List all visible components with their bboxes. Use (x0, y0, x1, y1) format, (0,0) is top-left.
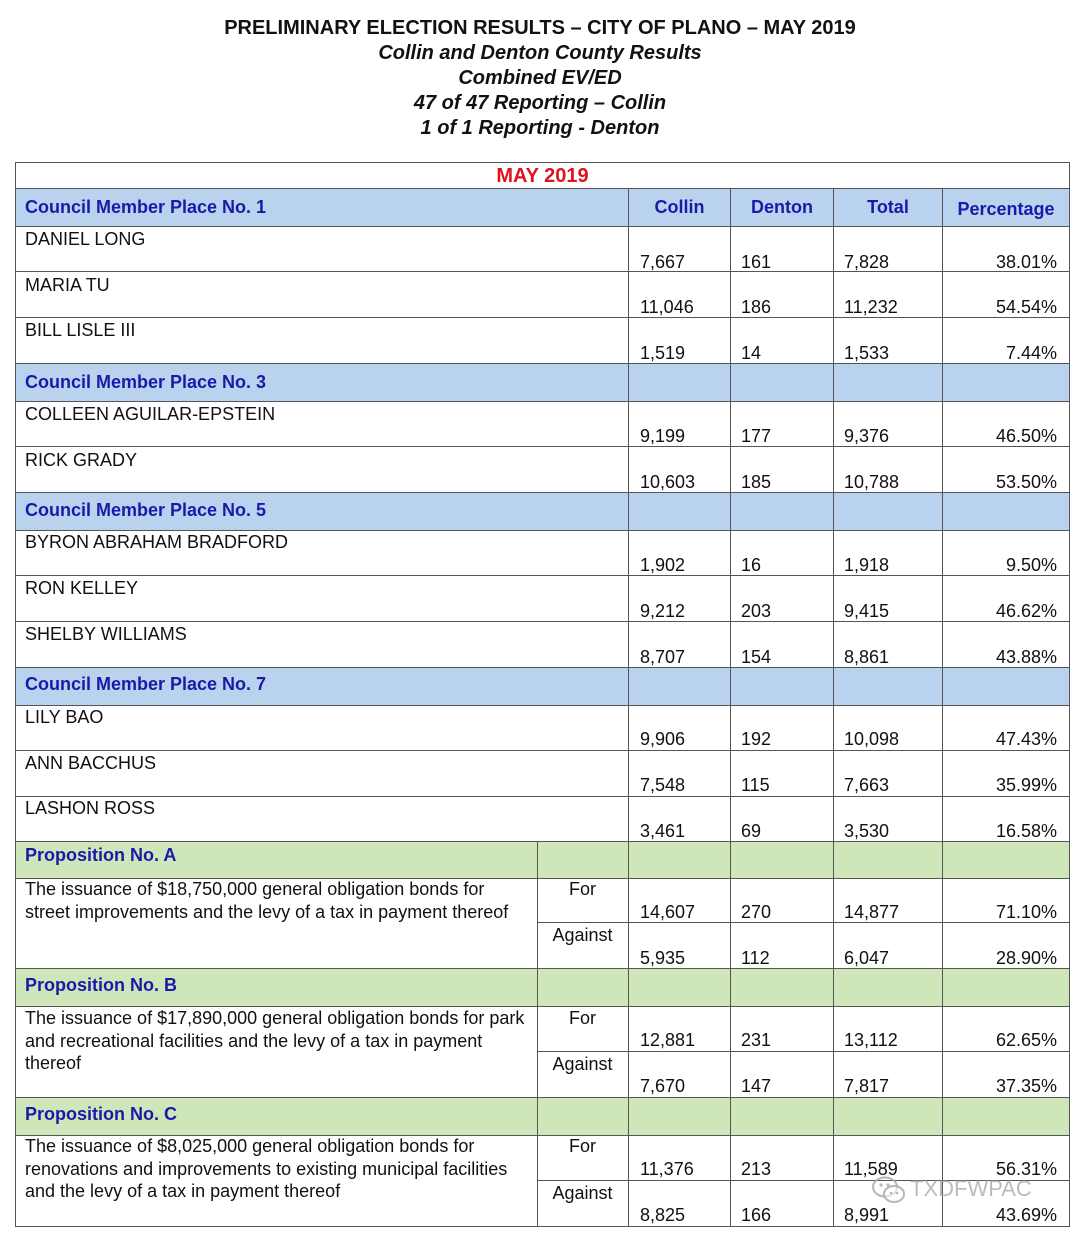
column-header-total: Total (867, 197, 909, 217)
candidate-name: COLLEEN AGUILAR-EPSTEIN (25, 404, 276, 424)
vote-percentage: 38.01% (995, 252, 1057, 272)
total-votes: 14,877 (844, 902, 900, 922)
denton-votes: 69 (741, 821, 762, 841)
vote-choice-label: Against (552, 1183, 613, 1203)
collin-votes: 11,376 (640, 1159, 694, 1179)
collin-votes: 3,461 (640, 821, 686, 841)
section-title-place-1: Council Member Place No. 1 (25, 197, 267, 217)
vote-percentage: 43.88% (995, 647, 1057, 667)
vote-percentage: 43.69% (995, 1205, 1057, 1225)
total-votes: 1,918 (844, 555, 890, 575)
denton-votes: 231 (741, 1030, 772, 1050)
subtitle-counties: Collin and Denton County Results (378, 42, 702, 64)
proposition-description: The issuance of $17,890,000 general obligation bonds for park and recreational facilities and the levy of a tax in payment thereof (25, 1008, 525, 1073)
total-votes: 11,232 (844, 297, 898, 317)
total-votes: 6,047 (844, 948, 890, 968)
candidate-name: MARIA TU (25, 275, 110, 295)
denton-votes: 192 (741, 729, 772, 749)
page-title: PRELIMINARY ELECTION RESULTS – CITY OF PLANO – MAY 2019 (224, 17, 856, 39)
collin-votes: 7,548 (640, 775, 686, 795)
total-votes: 9,415 (844, 601, 890, 621)
denton-votes: 115 (741, 775, 770, 795)
collin-votes: 11,046 (640, 297, 694, 317)
vote-choice-label: For (569, 1008, 596, 1028)
vote-percentage: 56.31% (995, 1159, 1057, 1179)
total-votes: 9,376 (844, 426, 890, 446)
denton-votes: 16 (741, 555, 762, 575)
wechat-icon (872, 1176, 906, 1204)
denton-votes: 270 (741, 902, 772, 922)
proposition-description: The issuance of $8,025,000 general obligation bonds for renovations and improvements to existing municipal facilities and the levy of a tax in payment thereof (25, 1136, 508, 1201)
candidate-name: RON KELLEY (25, 578, 139, 598)
denton-votes: 177 (741, 426, 772, 446)
collin-votes: 14,607 (640, 902, 696, 922)
denton-votes: 112 (741, 948, 770, 968)
watermark-text: TXDFWPAC (910, 1176, 1032, 1201)
vote-choice-label: For (569, 879, 596, 899)
total-votes: 7,817 (844, 1076, 890, 1096)
candidate-name: BILL LISLE III (25, 320, 136, 340)
collin-votes: 9,199 (640, 426, 686, 446)
denton-votes: 161 (741, 252, 772, 272)
total-votes: 7,828 (844, 252, 890, 272)
denton-votes: 147 (741, 1076, 772, 1096)
total-votes: 13,112 (844, 1030, 898, 1050)
total-votes: 8,861 (844, 647, 890, 667)
vote-percentage: 37.35% (995, 1076, 1057, 1096)
vote-choice-label: Against (552, 925, 613, 945)
collin-votes: 5,935 (640, 948, 686, 968)
section-title-place-7: Council Member Place No. 7 (25, 674, 267, 694)
denton-votes: 185 (741, 472, 772, 492)
section-title-place-5: Council Member Place No. 5 (25, 500, 267, 520)
section-title-prop-a: Proposition No. A (25, 845, 177, 865)
section-title-prop-c: Proposition No. C (25, 1104, 177, 1124)
vote-percentage: 46.50% (995, 426, 1057, 446)
vote-percentage: 9.50% (1005, 555, 1057, 575)
proposition-description: The issuance of $18,750,000 general obligation bonds for street improvements and the levy of a tax in payment thereof (25, 879, 509, 922)
candidate-name: LILY BAO (25, 707, 104, 727)
vote-percentage: 53.50% (995, 472, 1057, 492)
column-header-denton: Denton (751, 197, 813, 217)
collin-votes: 7,667 (640, 252, 686, 272)
candidate-name: RICK GRADY (25, 450, 138, 470)
collin-votes: 8,707 (640, 647, 686, 667)
total-votes: 1,533 (844, 343, 890, 363)
section-title-prop-b: Proposition No. B (25, 975, 177, 995)
vote-percentage: 7.44% (1005, 343, 1057, 363)
vote-percentage: 54.54% (995, 297, 1057, 317)
denton-votes: 14 (741, 343, 762, 363)
vote-percentage: 47.43% (995, 729, 1057, 749)
collin-votes: 1,902 (640, 555, 686, 575)
subtitle-collin-reporting: 47 of 47 Reporting – Collin (413, 92, 667, 114)
subtitle-denton-reporting: 1 of 1 Reporting - Denton (420, 117, 660, 139)
vote-choice-label: Against (552, 1054, 613, 1074)
candidate-name: DANIEL LONG (25, 229, 146, 249)
vote-percentage: 28.90% (995, 948, 1057, 968)
column-header-collin: Collin (654, 197, 705, 217)
total-votes: 10,788 (844, 472, 900, 492)
total-votes: 8,991 (844, 1205, 890, 1225)
total-votes: 11,589 (844, 1159, 898, 1179)
vote-percentage: 71.10% (995, 902, 1057, 922)
candidate-name: SHELBY WILLIAMS (25, 624, 187, 644)
subtitle-combined: Combined EV/ED (458, 67, 622, 89)
total-votes: 3,530 (844, 821, 890, 841)
vote-percentage: 46.62% (995, 601, 1057, 621)
vote-percentage: 35.99% (995, 775, 1057, 795)
table-period: MAY 2019 (496, 165, 589, 187)
column-header-percentage: Percentage (957, 199, 1055, 219)
denton-votes: 166 (741, 1205, 772, 1225)
denton-votes: 154 (741, 647, 772, 667)
collin-votes: 10,603 (640, 472, 696, 492)
collin-votes: 8,825 (640, 1205, 686, 1225)
denton-votes: 203 (741, 601, 772, 621)
vote-percentage: 62.65% (995, 1030, 1057, 1050)
section-title-place-3: Council Member Place No. 3 (25, 372, 267, 392)
denton-votes: 186 (741, 297, 772, 317)
collin-votes: 9,212 (640, 601, 686, 621)
candidate-name: LASHON ROSS (25, 798, 156, 818)
vote-percentage: 16.58% (995, 821, 1057, 841)
collin-votes: 12,881 (640, 1030, 696, 1050)
collin-votes: 7,670 (640, 1076, 686, 1096)
vote-choice-label: For (569, 1136, 596, 1156)
total-votes: 10,098 (844, 729, 900, 749)
collin-votes: 1,519 (640, 343, 686, 363)
candidate-name: BYRON ABRAHAM BRADFORD (25, 532, 289, 552)
candidate-name: ANN BACCHUS (25, 753, 157, 773)
collin-votes: 9,906 (640, 729, 686, 749)
total-votes: 7,663 (844, 775, 890, 795)
denton-votes: 213 (741, 1159, 772, 1179)
